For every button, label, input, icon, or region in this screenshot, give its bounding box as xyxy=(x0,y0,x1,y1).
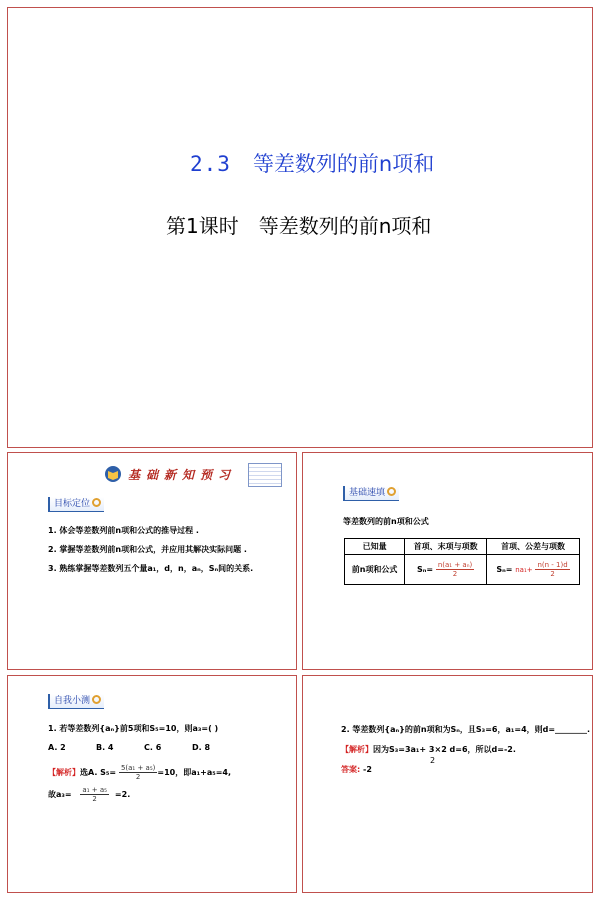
section-number: 2.3 xyxy=(190,152,231,176)
table-header: 已知量 xyxy=(345,539,405,555)
numerator: a₁ + a₅ xyxy=(82,786,107,794)
slide-objectives xyxy=(7,452,297,670)
fraction xyxy=(119,764,157,781)
notebook-icon xyxy=(248,463,282,487)
objective-2: 2. 掌握等差数列前n项和公式，并应用其解决实际问题 . xyxy=(48,545,247,554)
slide-self-test-2 xyxy=(302,675,593,893)
denominator: 2 xyxy=(92,795,97,803)
analysis-text: 因为S₃=3a₁+ 3×2 d=6，所以d=-2. xyxy=(373,745,516,754)
banner-text: 基础新知预习 xyxy=(128,468,237,482)
formula-table xyxy=(344,538,580,585)
table-header: 首项、末项与项数 xyxy=(405,539,487,555)
tag-label: 基础速填 xyxy=(349,488,386,498)
lesson-subtitle xyxy=(166,210,431,239)
answer-value: -2 xyxy=(363,765,372,774)
section-title: 等差数列的前n项和 xyxy=(252,152,435,176)
answer-label: 答案: xyxy=(341,765,361,774)
analysis-label: 【解析】 xyxy=(341,745,373,754)
analysis-tail: =10，即a₁+a₅=4, xyxy=(157,768,232,777)
s-prefix: Sₙ= xyxy=(416,565,434,574)
question-2: 2. 等差数列{aₙ}的前n项和为Sₙ，且S₃=6，a₁=4，则d=________. xyxy=(341,725,591,734)
denominator: 2 xyxy=(135,773,141,781)
gear-icon xyxy=(92,498,101,507)
formula-lead: na₁+ xyxy=(515,566,533,574)
tag-basics xyxy=(343,486,399,501)
tag-objectives xyxy=(48,497,104,512)
table-header: 首项、公差与项数 xyxy=(487,539,580,555)
slide-title xyxy=(7,7,593,448)
book-emblem-icon xyxy=(104,465,122,483)
conclusion-lead: 故a₃= xyxy=(48,790,72,799)
option-d: D. 8 xyxy=(192,743,211,752)
table-row xyxy=(345,555,580,585)
objective-1: 1. 体会等差数列前n项和公式的推导过程 . xyxy=(48,526,199,535)
tag-label: 目标定位 xyxy=(54,499,91,509)
objective-3: 3. 熟练掌握等差数列五个量a₁，d，n，aₙ，Sₙ间的关系. xyxy=(48,564,254,573)
slide-self-test xyxy=(7,675,297,893)
lesson-period: 第1课时 xyxy=(166,214,239,238)
numerator: 5(a₁ + a₅) xyxy=(120,764,156,772)
analysis-denominator: 2 xyxy=(430,756,436,765)
analysis-line xyxy=(48,764,231,781)
denominator: 2 xyxy=(550,570,555,578)
option-b: B. 4 xyxy=(96,743,114,752)
lesson-subtitle-text: 等差数列的前n项和 xyxy=(258,214,432,238)
lesson-title xyxy=(190,148,434,178)
analysis-label: 【解析】 xyxy=(48,768,80,777)
s-prefix: Sₙ= xyxy=(496,565,513,574)
formula-heading: 等差数列的前n项和公式 xyxy=(343,517,429,526)
gear-icon xyxy=(387,487,396,496)
analysis-line xyxy=(341,744,516,755)
conclusion-line xyxy=(48,786,130,803)
numerator: n(a₁ + aₙ) xyxy=(437,561,473,569)
denominator: 2 xyxy=(452,570,458,578)
gear-icon xyxy=(92,695,101,704)
table-header-row xyxy=(345,539,580,555)
numerator: n(n - 1)d xyxy=(537,561,568,569)
analysis-text: 选A. S₅= xyxy=(80,768,117,777)
row-label: 前n项和公式 xyxy=(345,555,405,585)
answer-line xyxy=(341,764,372,775)
tag-self-test xyxy=(48,694,104,709)
fraction xyxy=(80,786,109,803)
formula-cell-1 xyxy=(405,555,487,585)
formula-cell-2 xyxy=(487,555,580,585)
tag-label: 自我小测 xyxy=(54,696,91,706)
fraction xyxy=(535,561,569,578)
option-c: C. 6 xyxy=(144,743,162,752)
conclusion-tail: =2. xyxy=(114,790,131,799)
fraction xyxy=(436,561,474,578)
option-a: A. 2 xyxy=(48,743,66,752)
slide-basics xyxy=(302,452,593,670)
section-banner xyxy=(104,463,282,487)
question-1: 1. 若等差数列{aₙ}前5项和S₅=10，则a₃=( ) xyxy=(48,724,219,733)
